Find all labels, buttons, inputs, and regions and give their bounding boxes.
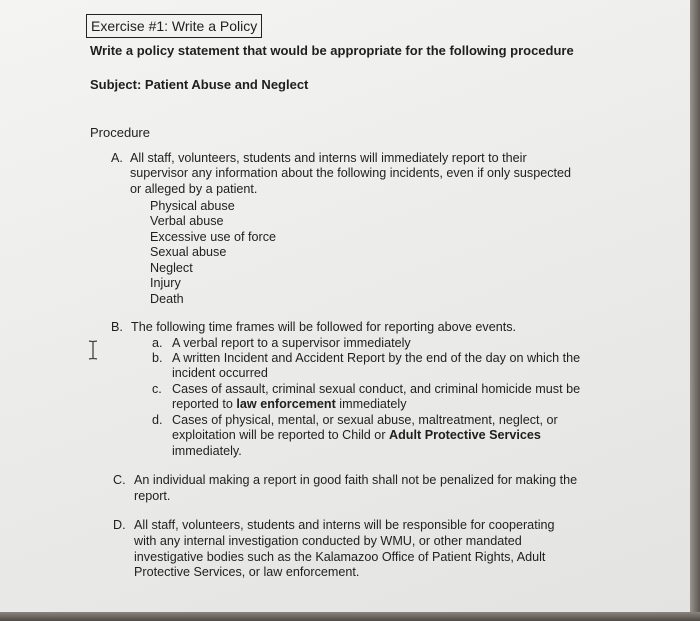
text-segment: reported to: [172, 397, 237, 411]
sub-item-line: immediately.: [172, 444, 242, 458]
sub-item-line: A verbal report to a supervisor immediately: [172, 336, 411, 350]
section-d-line: All staff, volunteers, students and interns will be responsible for cooperating: [134, 518, 555, 532]
section-b-marker: B.: [111, 320, 123, 334]
incident-item: Death: [150, 292, 184, 306]
sub-item-line: incident occurred: [172, 366, 268, 380]
exercise-title: Exercise #1: Write a Policy: [86, 14, 262, 38]
section-d-line: Protective Services, or law enforcement.: [134, 565, 360, 579]
sub-item-line: Cases of assault, criminal sexual conduct, and criminal homicide must be: [172, 382, 581, 396]
section-d-marker: D.: [113, 518, 126, 532]
incident-item: Neglect: [150, 261, 193, 275]
instruction: Write a policy statement that would be appropriate for the following procedure: [90, 43, 574, 58]
section-a-line: supervisor any information about the following incidents, even if only suspected: [130, 166, 572, 180]
text-segment: exploitation will be reported to Child or: [172, 428, 390, 442]
section-d-line: investigative bodies such as the Kalamazoo Office of Patient Rights, Adult: [134, 550, 546, 564]
section-a-marker: A.: [111, 151, 123, 165]
sub-item-marker: d.: [152, 413, 163, 427]
incident-item: Injury: [150, 276, 181, 290]
bold-text: law enforcement: [236, 397, 336, 411]
sub-item-marker: c.: [152, 382, 162, 396]
section-c-line: report.: [134, 489, 171, 503]
section-c-marker: C.: [113, 473, 126, 487]
section-b-line: The following time frames will be followed for reporting above events.: [131, 320, 516, 334]
incident-item: Physical abuse: [150, 199, 235, 213]
section-d-line: with any internal investigation conducted by WMU, or other mandated: [134, 534, 522, 548]
incident-item: Verbal abuse: [150, 214, 224, 228]
sub-item-line: [172, 397, 407, 412]
background-edge: [0, 612, 700, 621]
sub-item-marker: a.: [152, 336, 163, 350]
text-cursor-icon: [88, 340, 98, 360]
subject-line: Subject: Patient Abuse and Neglect: [90, 77, 309, 92]
section-c-line: An individual making a report in good faith shall not be penalized for making the: [134, 473, 578, 487]
background-edge: [690, 0, 700, 621]
sub-item-line: Cases of physical, mental, or sexual abuse, maltreatment, neglect, or: [172, 413, 558, 427]
section-a-line: All staff, volunteers, students and interns will immediately report to their: [130, 151, 527, 165]
sub-item-line: A written Incident and Accident Report by the end of the day on which the: [172, 351, 581, 365]
text-segment: immediately: [335, 397, 407, 411]
sub-item-marker: b.: [152, 351, 163, 365]
incident-item: Sexual abuse: [150, 245, 227, 259]
incident-item: Excessive use of force: [150, 230, 276, 244]
bold-text: Adult Protective Services: [389, 428, 541, 442]
procedure-heading: Procedure: [90, 125, 150, 140]
section-a-line: or alleged by a patient.: [130, 182, 258, 196]
sub-item-line: [172, 428, 541, 443]
